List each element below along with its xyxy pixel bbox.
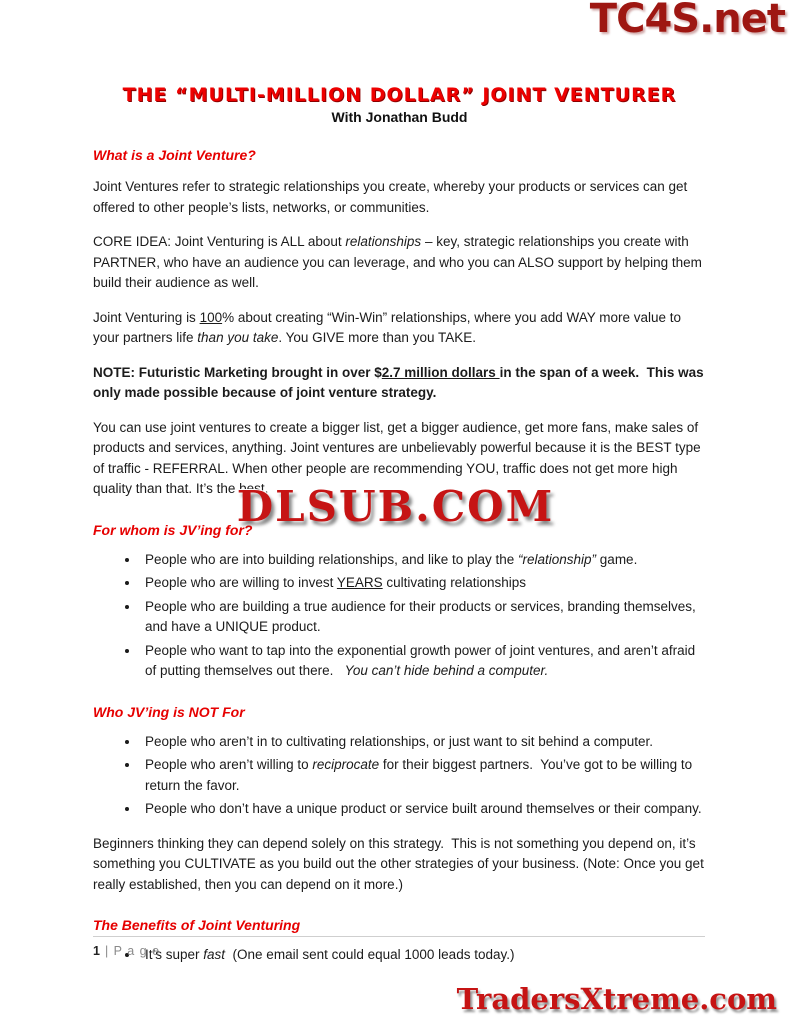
- text-run-underline: 100: [199, 309, 223, 325]
- list-item: [140, 945, 706, 966]
- text-run: Joint Venturing is: [93, 309, 200, 325]
- text-run: . You GIVE more than you TAKE.: [278, 330, 476, 345]
- text-run-italic: relationships: [345, 234, 422, 249]
- text-run: for their biggest partners. You’ve got to be willing to return the favor.: [145, 757, 696, 793]
- text-run: % about creating “Win-Win” relationships, where you add WAY more value to your partners life: [93, 309, 685, 345]
- list-item: • People who are building a true audience for their products or services, branding themselves, and have a UNIQUE product.: [140, 597, 706, 638]
- footer-divider: [93, 936, 705, 937]
- list-item: • People who aren’t in to cultivating relationships, or just want to sit behind a computer.: [140, 732, 706, 753]
- section-heading-what-is-jv: What is a Joint Venture?: [93, 147, 256, 163]
- text-run: People who aren’t willing to: [145, 757, 313, 772]
- list-item: [140, 550, 706, 571]
- text-run-italic: “relationship”: [518, 551, 597, 567]
- paragraph-beginners: Beginners thinking they can depend solely on this strategy. This is not something you depend on, it’s something you CULTIVATE as you build out the other strategies of your business. (Note: Once you get really established, then you can depend on it more.): [93, 835, 708, 892]
- page-number: 1: [93, 944, 100, 958]
- page-label: | P a g e: [104, 944, 161, 958]
- dlsub-watermark: DLSUB.COM: [236, 482, 555, 531]
- section-heading-not-for: Who JV’ing is NOT For: [93, 703, 245, 720]
- text-run: NOTE: Futuristic Marketing brought in over $: [93, 364, 382, 380]
- paragraph-uses: You can use joint ventures to create a bigger list, get a bigger audience, get more fans, make sales of products and services, anything. Joint ventures are unbelievably powerful because it is the BEST type of traffic - REFERRAL. When other people are recommending YOU, traffic does not get more high quality than that. It’s the best.: [93, 419, 705, 496]
- text-run-italic: fast: [203, 947, 226, 962]
- text-run: – key, strategic relationships you create with PARTNER, who have an audience you can leverage, and who you can ALSO support by helping them build their audience as well.: [93, 234, 706, 290]
- text-run: People who want to tap into the exponential growth power of joint ventures, and aren’t afraid of putting themselves out there.: [145, 642, 699, 678]
- text-run-underline: YEARS: [336, 575, 383, 590]
- text-run: People who are willing to invest: [145, 575, 337, 590]
- paragraph-intro: Joint Ventures refer to strategic relationships you create, whereby your products or services can get offered to other people’s lists, networks, or communities.: [93, 179, 692, 215]
- text-run-italic: You can’t hide behind a computer.: [344, 663, 549, 678]
- list-item: • People who don’t have a unique product or service built around themselves or their company.: [140, 799, 706, 820]
- text-run: game.: [596, 551, 638, 567]
- section-heading-benefits: The Benefits of Joint Venturing: [93, 917, 301, 933]
- text-run: cultivating relationships: [382, 575, 526, 590]
- text-run: in the span of a week. This was only made possible because of joint venture strategy.: [93, 364, 708, 400]
- text-run-italic: than you take: [197, 330, 279, 345]
- paragraph-note: [93, 363, 706, 404]
- text-run: People who are into building relationships, and like to play the: [145, 551, 518, 567]
- text-run: CORE IDEA: Joint Venturing is ALL about: [93, 234, 346, 249]
- paragraph-core-idea: [93, 232, 706, 294]
- paragraph-win-win: [93, 308, 706, 349]
- text-run-italic: reciprocate: [312, 757, 380, 772]
- tc4s-watermark: TC4S.net: [589, 0, 785, 42]
- bullet-list-benefits: [93, 945, 706, 966]
- bullet-list-not-for: [93, 732, 706, 820]
- list-item: [140, 641, 706, 682]
- page-subtitle: With Jonathan Budd: [331, 109, 468, 125]
- footer: [93, 944, 160, 958]
- text-run-underline: 2.7 million dollars: [381, 364, 500, 380]
- page-title: THE “MULTI-MILLION DOLLAR” JOINT VENTURER: [122, 84, 677, 106]
- list-item: [140, 573, 706, 594]
- section-heading-for-whom: For whom is JV’ing for?: [93, 521, 253, 538]
- text-run: It’s super: [145, 947, 204, 962]
- bullet-list-for-whom: [93, 550, 706, 682]
- tradersxtreme-watermark: TradersXtreme.com: [456, 982, 777, 1016]
- text-run: (One email sent could equal 1000 leads today.): [225, 947, 515, 962]
- list-item: [140, 755, 706, 796]
